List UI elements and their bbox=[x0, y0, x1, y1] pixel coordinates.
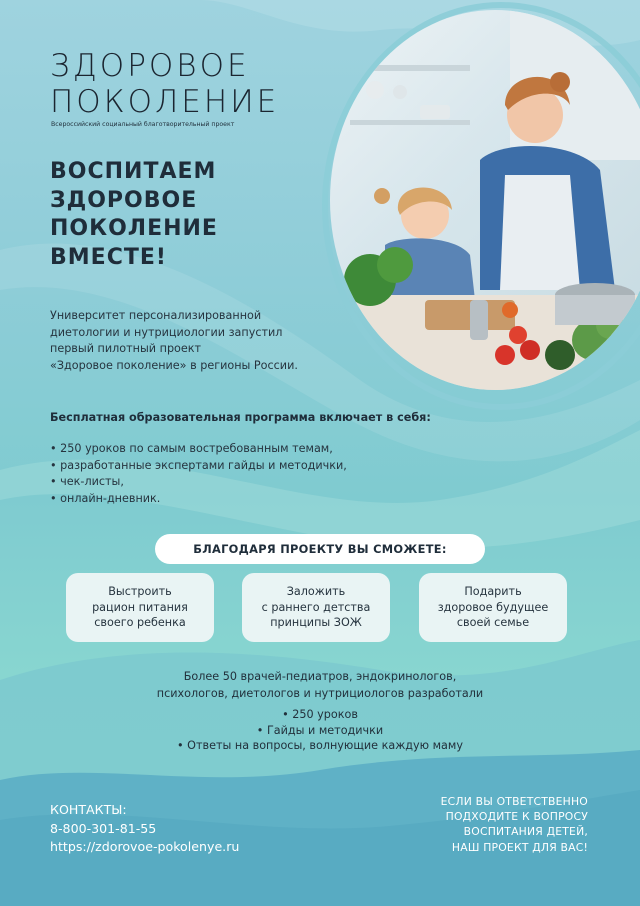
slogan-line4: НАШ ПРОЕКТ ДЛЯ ВАС! bbox=[451, 840, 588, 854]
headline-line1: ВОСПИТАЕМ bbox=[50, 159, 217, 184]
slogan-line3: ВОСПИТАНИЯ ДЕТЕЙ, bbox=[463, 825, 588, 839]
contacts-block bbox=[50, 801, 239, 857]
experts-list bbox=[0, 707, 640, 754]
card-line: Заложить bbox=[286, 585, 346, 599]
experts-text bbox=[0, 668, 640, 702]
headline-line4: ВМЕСТЕ! bbox=[50, 244, 167, 270]
card-line: рацион питания bbox=[92, 600, 188, 614]
headline-line2: ЗДОРОВОЕ bbox=[50, 187, 198, 213]
headline-line3: ПОКОЛЕНИЕ bbox=[50, 216, 218, 241]
list-item: • 250 уроков bbox=[0, 707, 640, 723]
benefits-title: БЛАГОДАРЯ ПРОЕКТУ ВЫ СМОЖЕТЕ: bbox=[155, 534, 485, 564]
brand-subtitle: Всероссийский социальный благотворительный проект bbox=[51, 121, 235, 128]
list-item: • Гайды и методички bbox=[0, 723, 640, 739]
experts-line2: психологов, диетологов и нутрициологов разработали bbox=[156, 687, 484, 700]
slogan-line2: ПОДХОДИТЕ К ВОПРОСУ bbox=[445, 810, 588, 824]
program-list bbox=[50, 441, 347, 507]
intro-paragraph bbox=[50, 308, 350, 374]
contacts-label: КОНТАКТЫ: bbox=[50, 802, 127, 817]
list-item: • онлайн-дневник. bbox=[50, 491, 347, 508]
benefit-card-family-future bbox=[419, 573, 567, 642]
family-cooking-photo bbox=[330, 10, 640, 390]
slogan-line1: ЕСЛИ ВЫ ОТВЕТСТВЕННО bbox=[440, 795, 588, 808]
contacts-url[interactable]: https://zdorovoe-pokolenye.ru bbox=[50, 839, 240, 854]
card-line: принципы ЗОЖ bbox=[270, 616, 362, 630]
intro-line4: «Здоровое поколение» в регионы России. bbox=[50, 358, 298, 372]
intro-line2: диетологии и нутрициологии запустил bbox=[50, 325, 283, 339]
card-line: с раннего детства bbox=[261, 600, 371, 614]
photo-illustration bbox=[330, 10, 640, 390]
intro-line1: Университет персонализированной bbox=[50, 309, 262, 322]
brand-title-line1: ЗДОРОВОЕ bbox=[50, 48, 250, 84]
intro-line3: первый пилотный проект bbox=[50, 342, 202, 355]
brand-title-line2: ПОКОЛЕНИЕ bbox=[50, 84, 280, 120]
card-line: Выстроить bbox=[108, 585, 172, 599]
benefit-card-healthy-lifestyle bbox=[242, 573, 390, 642]
card-line: Подарить bbox=[464, 585, 522, 599]
list-item: • разработанные экспертами гайды и методички, bbox=[50, 458, 347, 475]
card-line: здоровое будущее bbox=[437, 600, 549, 614]
brand-title bbox=[50, 48, 279, 120]
experts-line1: Более 50 врачей-педиатров, эндокринологов, bbox=[183, 670, 457, 683]
list-item: • Ответы на вопросы, волнующие каждую маму bbox=[0, 738, 640, 754]
slogan bbox=[388, 794, 588, 855]
headline bbox=[50, 158, 310, 272]
list-item: • чек-листы, bbox=[50, 474, 347, 491]
list-item: • 250 уроков по самым востребованным темам, bbox=[50, 441, 347, 458]
program-title: Бесплатная образовательная программа включает в себя: bbox=[50, 411, 431, 424]
card-line: своей семье bbox=[456, 616, 530, 630]
card-line: своего ребенка bbox=[94, 616, 186, 630]
benefit-card-nutrition bbox=[66, 573, 214, 642]
contacts-phone[interactable]: 8-800-301-81-55 bbox=[50, 820, 157, 836]
